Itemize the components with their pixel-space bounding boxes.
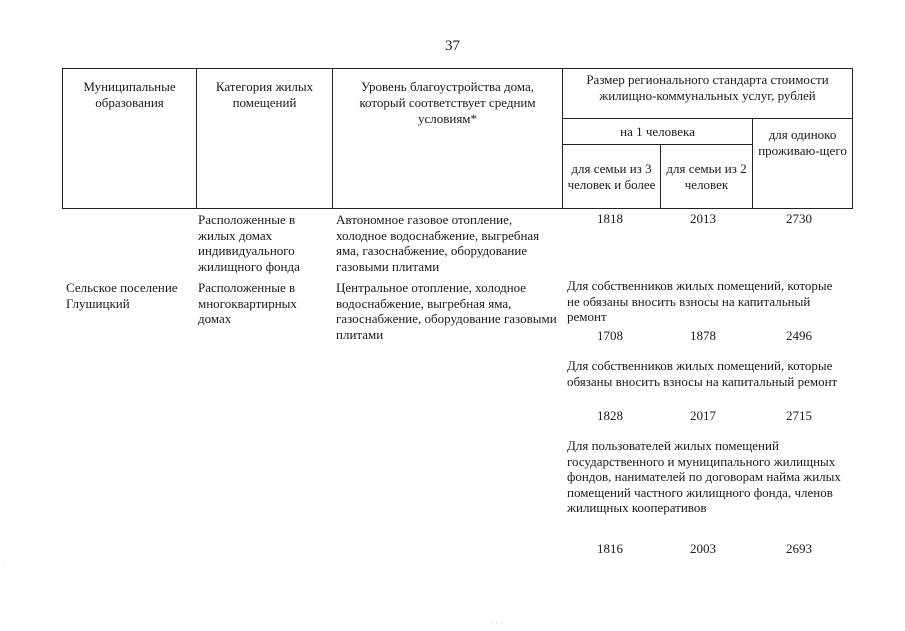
- value-group2-family3: 1828: [597, 408, 623, 423]
- category-individual: Расположенные в жилых домах индивидуального жилищного фонда: [198, 212, 300, 274]
- group-label-capital-repair: Для собственников жилых помещений, которые обязаны вносить взносы на капитальный ремонт: [567, 358, 838, 389]
- value-individual-family2: 2013: [690, 211, 716, 226]
- value-individual-family3: 1818: [597, 211, 623, 226]
- header-amenities: Уровень благоустройства дома, который соответствует средним условиям*: [333, 69, 563, 209]
- value-group1-single: 2496: [786, 328, 812, 343]
- value-group1-family2: 1878: [690, 328, 716, 343]
- header-size-title: Размер регионального стандарта стоимости жилищно-коммунальных услуг, рублей: [563, 69, 853, 119]
- value-group3-single: 2693: [786, 541, 812, 556]
- municipality-name: Сельское поселение Глушицкий: [66, 280, 178, 311]
- header-municipal: Муниципальные образования: [63, 69, 197, 209]
- amenities-gas: Автономное газовое отопление, холодное водоснабжение, выгребная яма, газоснабжение, оборудование газовыми плитами: [336, 212, 540, 274]
- table-header: [62, 68, 853, 209]
- value-individual-single: 2730: [786, 211, 812, 226]
- header-single: для одиноко проживаю-щего: [753, 119, 853, 209]
- page-number: 37: [445, 38, 460, 54]
- scan-edge-mark: ·: [2, 560, 5, 570]
- group-label-no-capital-repair: Для собственников жилых помещений, которые не обязаны вносить взносы на капитальный ремонт: [567, 278, 833, 325]
- value-group3-family3: 1816: [597, 541, 623, 556]
- value-group1-family3: 1708: [597, 328, 623, 343]
- scan-speck: · · ·: [490, 618, 504, 628]
- header-category: Категория жилых помещений: [197, 69, 333, 209]
- amenities-central: Центральное отопление, холодное водоснабжение, выгребная яма, газоснабжение, оборудование газовыми плитами: [336, 280, 557, 342]
- category-apartment: Расположенные в многоквартирных домах: [198, 280, 297, 327]
- header-per-person: на 1 человека: [563, 119, 753, 145]
- header-family3: для семьи из 3 человек и более: [563, 145, 661, 209]
- header-family2: для семьи из 2 человек: [661, 145, 753, 209]
- value-group2-single: 2715: [786, 408, 812, 423]
- value-group3-family2: 2003: [690, 541, 716, 556]
- value-group2-family2: 2017: [690, 408, 716, 423]
- group-label-tenants: Для пользователей жилых помещений государственного и муниципального жилищных фондов, нанимателей по договорам найма жилых помещений частного жилищного фонда, членов жилищных кооперативов: [567, 438, 841, 516]
